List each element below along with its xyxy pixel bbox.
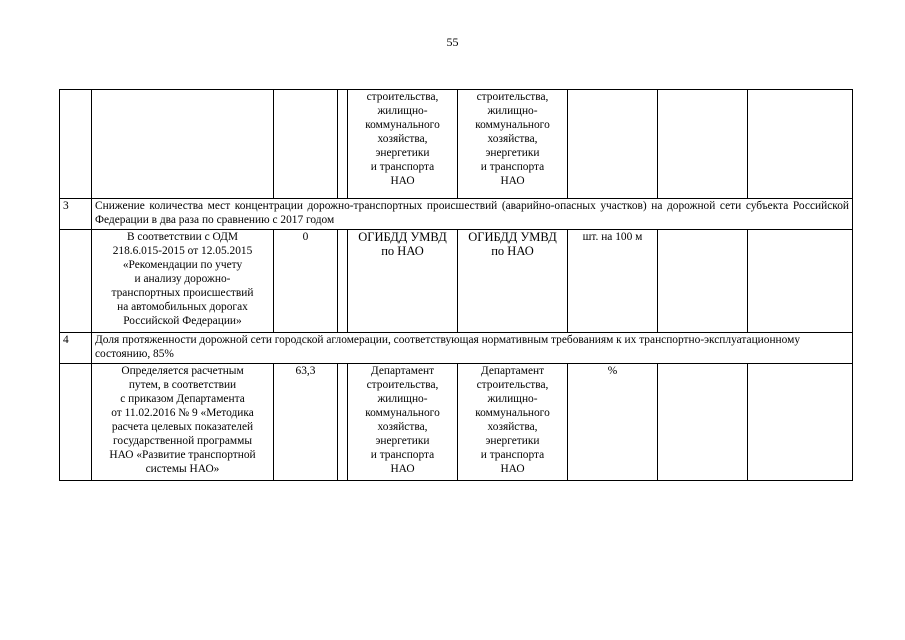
cell-number	[60, 230, 92, 333]
page-number: 55	[446, 35, 459, 49]
section-row-4	[60, 333, 853, 364]
section-title: Доля протяженности дорожной сети городской агломерации, соответствующая нормативным требованиям к их транспортно-эксплуатационному состоянию, 85%	[92, 333, 853, 364]
cell-spacer	[338, 90, 348, 199]
cell-unit: шт. на 100 м	[568, 230, 658, 333]
cell-base-value: 0	[274, 230, 338, 333]
cell-extra-1	[658, 364, 748, 481]
cell-responsible-2: строительства, жилищно- коммунального хозяйства, энергетики и транспорта НАО	[458, 90, 568, 199]
section-row-3	[60, 199, 853, 230]
cell-responsible-1: ОГИБДД УМВД по НАО	[348, 230, 458, 333]
cell-method: В соответствии с ОДМ 218.6.015-2015 от 12.05.2015 «Рекомендации по учету и анализу дорожно- транспортных происшествий на автомобильных дорогах Российской Федерации»	[92, 230, 274, 333]
cell-extra-1	[658, 230, 748, 333]
section-title: Снижение количества мест концентрации дорожно-транспортных происшествий (аварийно-опасных участков) на дорожной сети субъекта Российской Федерации в два раза по сравнению с 2017 годом	[92, 199, 853, 230]
cell-responsible-1: Департамент строительства, жилищно- коммунального хозяйства, энергетики и транспорта НАО	[348, 364, 458, 481]
table-row-indicator-3	[60, 230, 853, 333]
cell-unit: %	[568, 364, 658, 481]
cell-responsible-2: Департамент строительства, жилищно- коммунального хозяйства, энергетики и транспорта НАО	[458, 364, 568, 481]
section-number: 4	[60, 333, 92, 364]
table-row-indicator-4	[60, 364, 853, 481]
indicators-table	[59, 89, 853, 481]
cell-responsible-2: ОГИБДД УМВД по НАО	[458, 230, 568, 333]
cell-spacer	[338, 364, 348, 481]
cell-responsible-1: строительства, жилищно- коммунального хозяйства, энергетики и транспорта НАО	[348, 90, 458, 199]
cell-number	[60, 90, 92, 199]
cell-extra-2	[748, 230, 853, 333]
cell-extra-2	[748, 90, 853, 199]
cell-method	[92, 90, 274, 199]
cell-unit	[568, 90, 658, 199]
cell-base-value	[274, 90, 338, 199]
cell-spacer	[338, 230, 348, 333]
table-row-continuation	[60, 90, 853, 199]
cell-number	[60, 364, 92, 481]
cell-extra-2	[748, 364, 853, 481]
section-number: 3	[60, 199, 92, 230]
cell-extra-1	[658, 90, 748, 199]
cell-method: Определяется расчетным путем, в соответствии с приказом Департамента от 11.02.2016 № 9 «Методика расчета целевых показателей государственной программы НАО «Развитие транспортной системы НАО»	[92, 364, 274, 481]
cell-base-value: 63,3	[274, 364, 338, 481]
